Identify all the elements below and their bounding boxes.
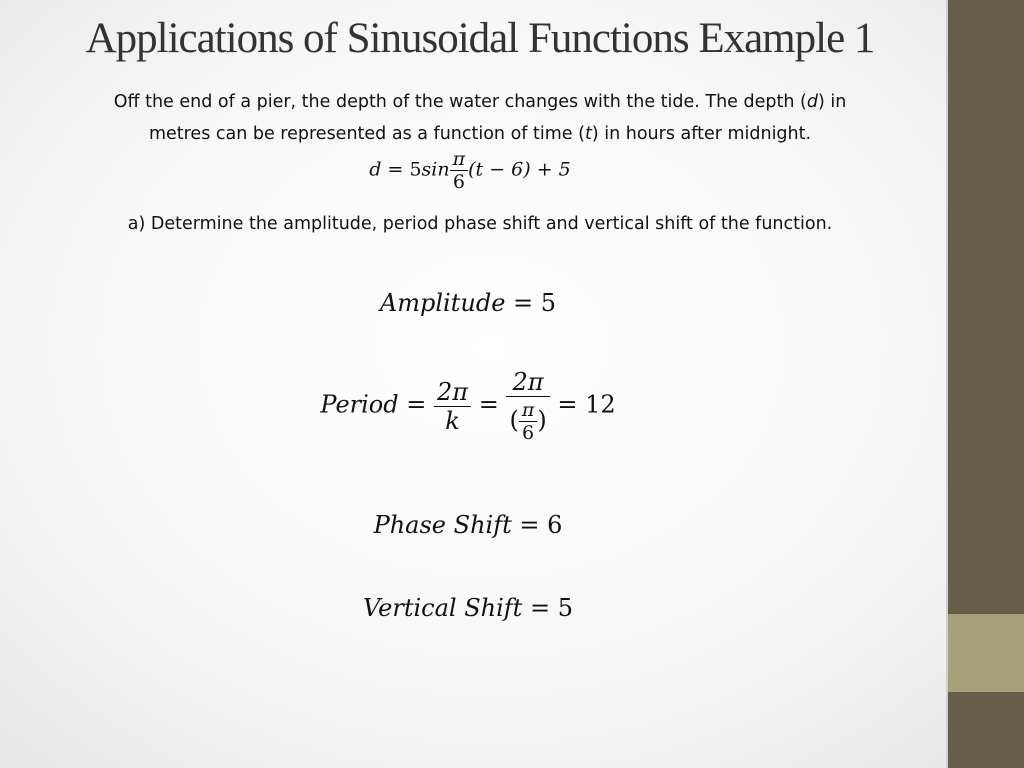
period-inner-num: π <box>521 399 535 421</box>
eq-arg: (t − 6) + 5 <box>468 158 571 181</box>
eq-frac-den: 6 <box>450 170 469 193</box>
eq-equals: = <box>387 158 404 181</box>
question-a: a) Determine the amplitude, period phase shift and vertical shift of the function. <box>127 214 833 234</box>
vertical-shift-equals: = <box>529 594 551 622</box>
period-fraction-1 <box>434 378 471 435</box>
period-paren-open: ( <box>509 406 519 434</box>
slide-title: Applications of Sinusoidal Functions Example 1 <box>85 15 875 62</box>
vertical-shift-line <box>0 594 942 622</box>
period-fraction-2 <box>506 368 549 444</box>
period-equals-1: = <box>406 390 427 419</box>
side-band-accent <box>948 614 1024 692</box>
problem-line-2 <box>30 124 930 144</box>
period-f2-num: 2π <box>512 368 544 396</box>
eq-frac-num: π <box>452 148 466 170</box>
phase-shift-line <box>0 511 942 539</box>
period-f1-num: 2π <box>437 377 469 406</box>
period-label: Period <box>320 390 399 419</box>
amplitude-equals: = <box>513 289 534 317</box>
period-value: 12 <box>585 390 616 419</box>
problem-line-1 <box>30 92 930 112</box>
problem-var-d: d <box>806 92 818 112</box>
phase-shift-value: 6 <box>547 511 563 539</box>
period-inner-fraction <box>519 399 538 444</box>
period-line <box>0 368 942 444</box>
period-paren-close: ) <box>537 406 547 434</box>
vertical-shift-label: Vertical Shift <box>363 594 523 622</box>
eq-fn: sin <box>421 158 450 181</box>
eq-fraction <box>450 148 469 193</box>
function-equation <box>0 148 944 193</box>
amplitude-label: Amplitude <box>379 289 506 317</box>
problem-line-2-b: ) in hours after midnight. <box>591 124 812 144</box>
period-f2-den <box>506 396 549 444</box>
vertical-shift-value: 5 <box>557 594 573 622</box>
problem-line-2-a: metres can be represented as a function of time ( <box>148 124 585 144</box>
period-inner-den: 6 <box>519 421 538 444</box>
eq-coef: 5 <box>409 158 422 181</box>
period-equals-2: = <box>478 390 499 419</box>
period-f1-den: k <box>434 406 471 435</box>
problem-var-t: t <box>584 124 592 144</box>
amplitude-line <box>0 289 942 317</box>
phase-shift-equals: = <box>519 511 540 539</box>
eq-lhs: d <box>369 158 382 181</box>
amplitude-value: 5 <box>540 289 557 317</box>
phase-shift-label: Phase Shift <box>373 511 512 539</box>
problem-line-1-b: ) in <box>817 92 847 112</box>
period-equals-3: = <box>557 390 578 419</box>
problem-line-1-a: Off the end of a pier, the depth of the water changes with the tide. The depth ( <box>113 92 807 112</box>
